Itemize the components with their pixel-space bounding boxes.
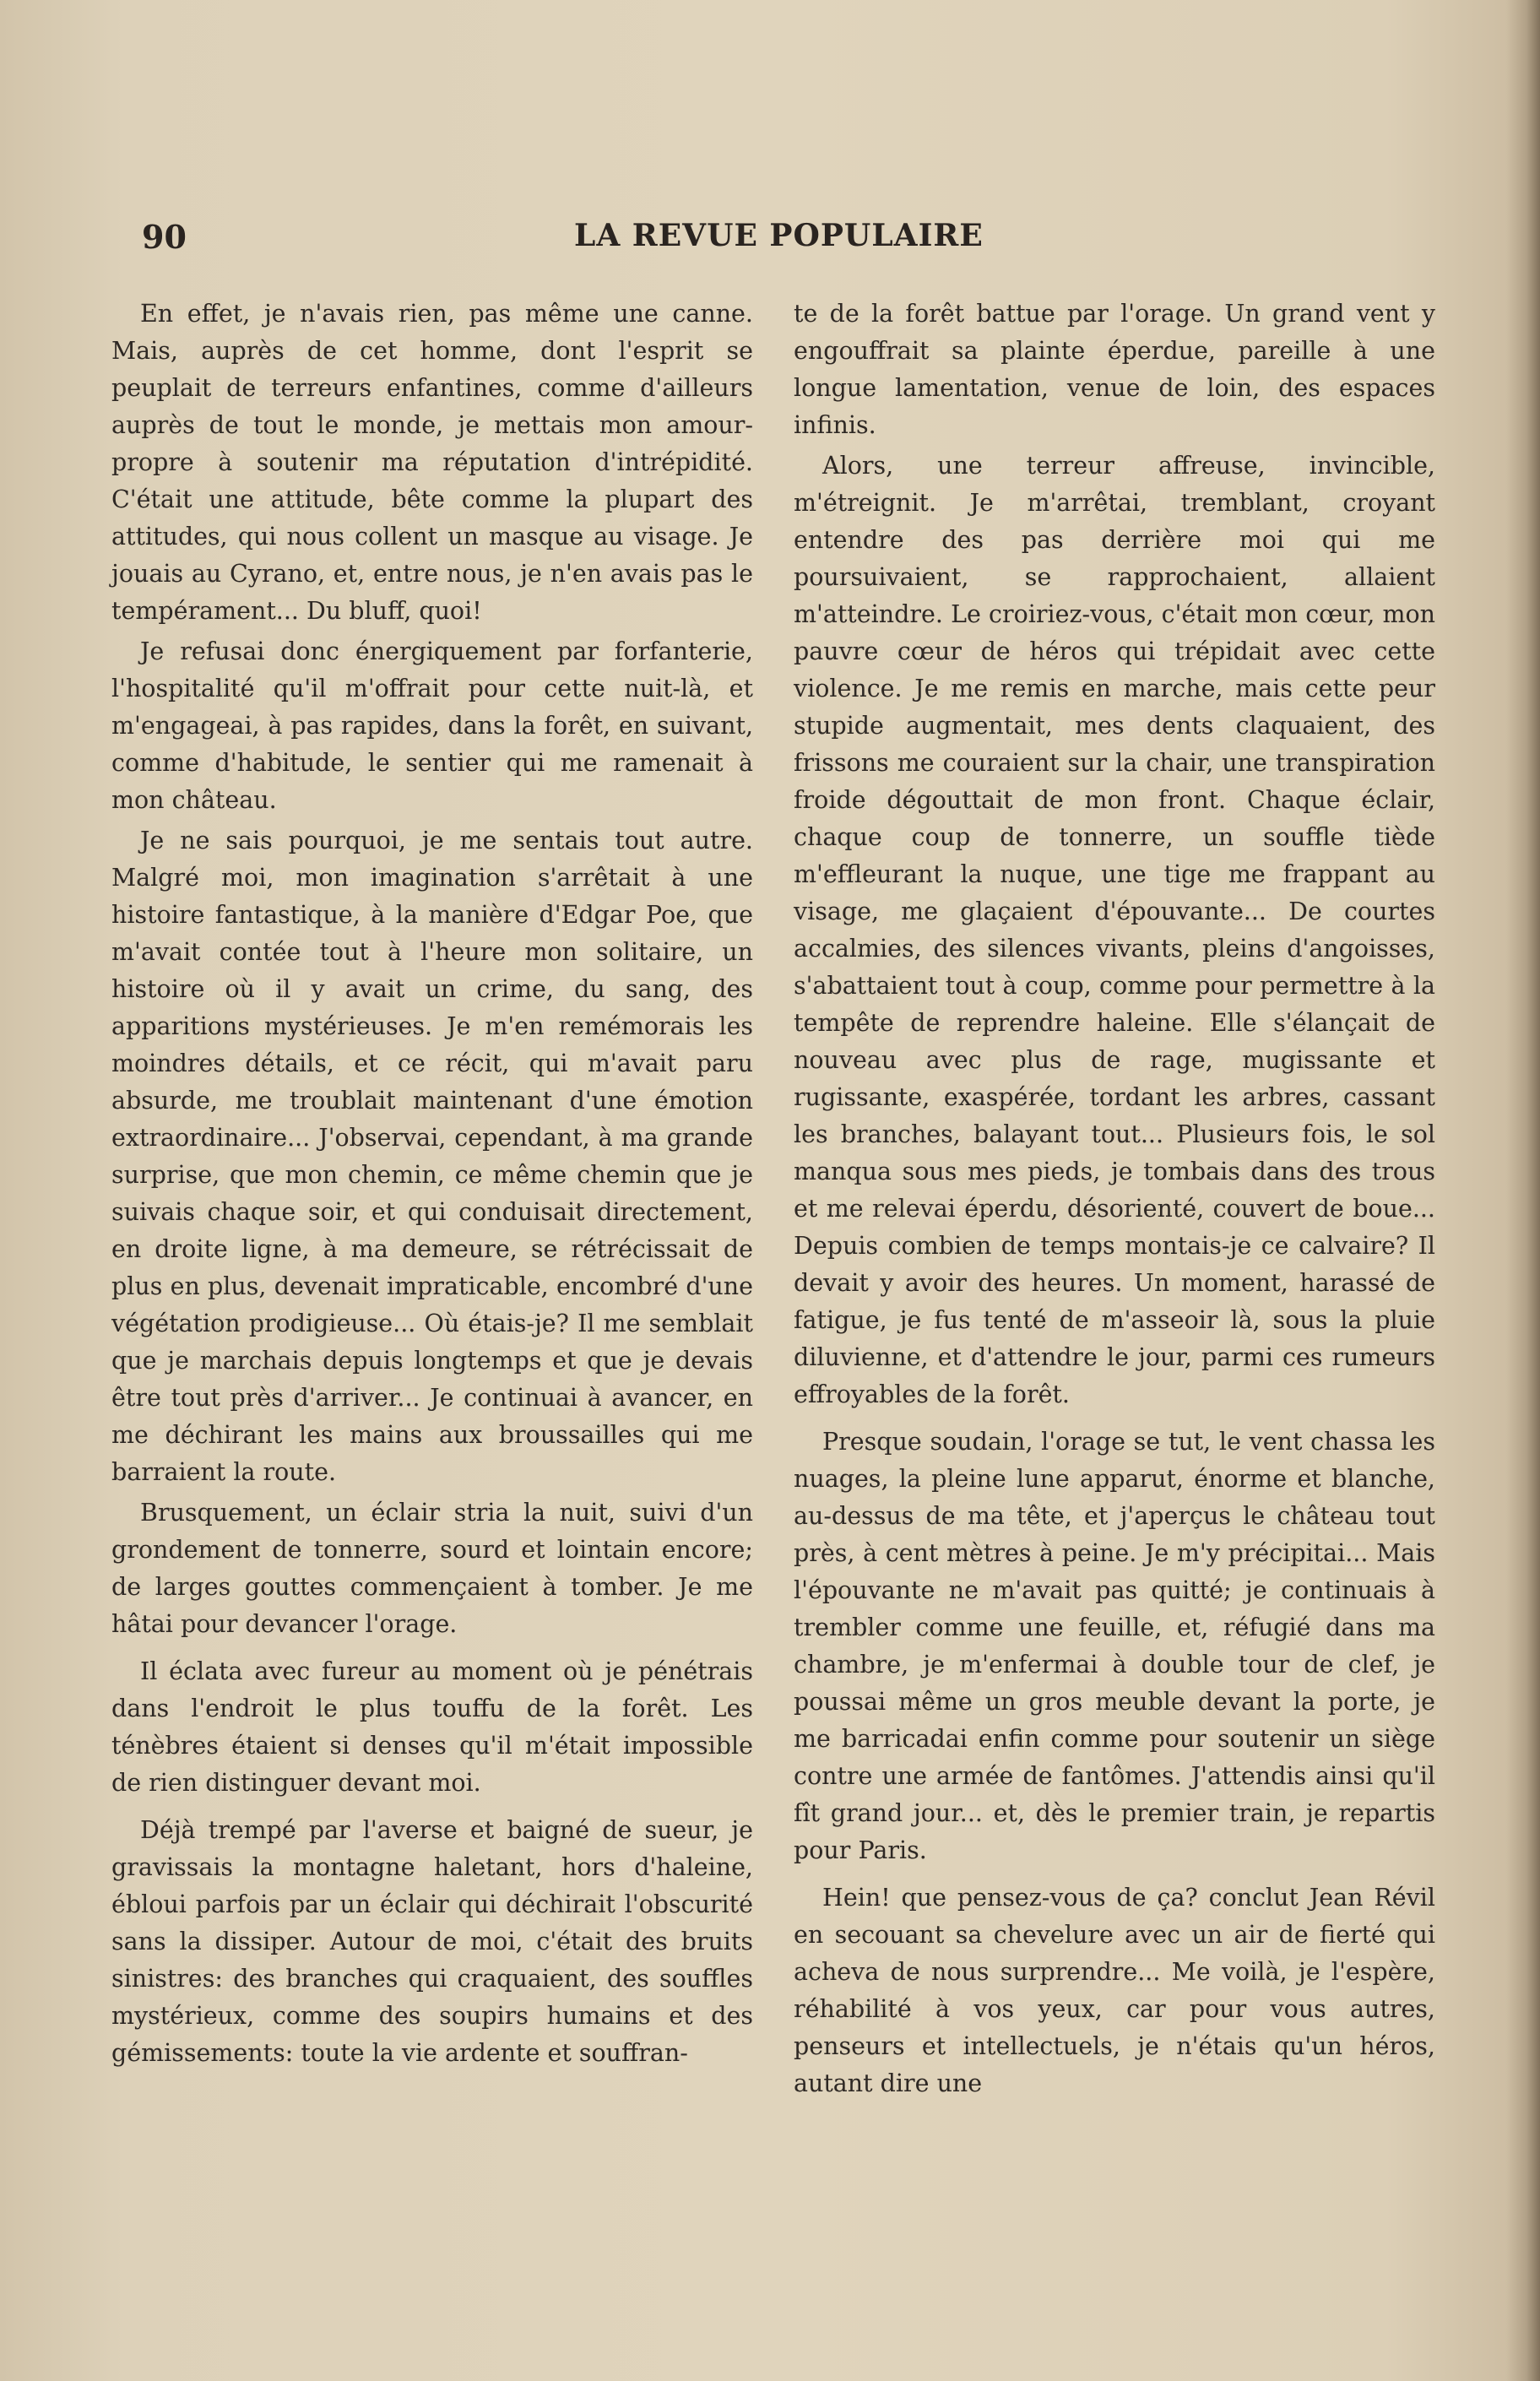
right-column	[794, 296, 1435, 2106]
page-number: 90	[142, 218, 187, 256]
left-column	[111, 296, 753, 2075]
running-title: LA REVUE POPULAIRE	[574, 218, 984, 253]
page-edge-shadow	[1506, 0, 1540, 2381]
paragraph: Alors, une terreur affreuse, invincible, m'étreignit. Je m'arrêtai, tremblant, croyant entendre des pas derrière moi qui me poursuivaient, se rapprochaient, allaient m'atteindre. Le croiriez-vous, c'était mon cœur, mon pauvre cœur de héros qui trépidait avec cette violence. Je me remis en marche, mais cette peur stupide augmentait, mes dents claquaient, des frissons me couraient sur la chair, une transpiration froide dégouttait de mon front. Chaque éclair, chaque coup de tonnerre, un souffle tiède m'effleurant la nuque, une tige me frappant au visage, me glaçaient d'épouvante... De courtes accalmies, des silences vivants, pleins d'angoisses, s'abattaient tout à coup, comme pour permettre à la tempête de reprendre haleine. Elle s'élançait de nouveau avec plus de rage, mugissante et rugissante, exaspérée, tordant les arbres, cassant les branches, balayant tout... Plusieurs fois, le sol manqua sous mes pieds, je tombais dans des trous et me relevai éperdu, désorienté, couvert de boue... Depuis combien de temps montais-je ce calvaire? Il devait y avoir des heures. Un moment, harassé de fatigue, je fus tenté de m'asseoir là, sous la pluie diluvienne, et d'attendre le jour, parmi ces rumeurs effroyables de la forêt.	[794, 452, 1435, 1408]
paragraph: Déjà trempé par l'averse et baigné de sueur, je gravissais la montagne haletant, hors d'haleine, ébloui parfois par un éclair qui déchirait l'obscurité sans la dissiper. Autour de moi, c'était des bruits sinistres: des branches qui craquaient, des souffles mystérieux, comme des soupirs humains et des gémissements: toute la vie ardente et souffran-	[111, 1816, 753, 2067]
paragraph: Hein! que pensez-vous de ça? conclut Jean Révil en secouant sa chevelure avec un air de fierté qui acheva de nous surprendre... Me voilà, je l'espère, réhabilité à vos yeux, car pour vous autres, penseurs et intellectuels, je n'étais qu'un héros, autant dire une	[794, 1884, 1435, 2097]
paragraph: Presque soudain, l'orage se tut, le vent chassa les nuages, la pleine lune apparut, énorme et blanche, au-dessus de ma tête, et j'aperçus le château tout près, à cent mètres à peine. Je m'y précipitai... Mais l'épouvante ne m'avait pas quitté; je continuais à trembler comme une feuille, et, réfugié dans ma chambre, je m'enfermai à double tour de clef, je poussai même un gros meuble devant la porte, je me barricadai enfin comme pour soutenir un siège contre une armée de fantômes. J'attendis ainsi qu'il fît grand jour... et, dès le premier train, je repartis pour Paris.	[794, 1428, 1435, 1864]
paragraph: Il éclata avec fureur au moment où je pénétrais dans l'endroit le plus touffu de la forêt. Les ténèbres étaient si denses qu'il m'était impossible de rien distinguer devant moi.	[111, 1657, 753, 1797]
paragraph: Brusquement, un éclair stria la nuit, suivi d'un grondement de tonnerre, sourd et lointain encore; de larges gouttes commençaient à tomber. Je me hâtai pour devancer l'orage.	[111, 1499, 753, 1638]
paragraph-continued: te de la forêt battue par l'orage. Un grand vent y engouffrait sa plainte éperdue, pareille à une longue lamentation, venue de loin, des espaces infinis.	[794, 300, 1435, 439]
page-header	[142, 218, 1459, 268]
paragraph: Je ne sais pourquoi, je me sentais tout autre. Malgré moi, mon imagination s'arrêtait à une histoire fantastique, à la manière d'Edgar Poe, que m'avait contée tout à l'heure mon solitaire, un histoire où il y avait un crime, du sang, des apparitions mystérieuses. Je m'en remémorais les moindres détails, et ce récit, qui m'avait paru absurde, me troublait maintenant d'une émotion extraordinaire... J'observai, cependant, à ma grande surprise, que mon chemin, ce même chemin que je suivais chaque soir, et qui conduisait directement, en droite ligne, à ma demeure, se rétrécissait de plus en plus, devenait impraticable, encombré d'une végétation prodigieuse... Où étais-je? Il me semblait que je marchais depuis longtemps et que je devais être tout près d'arriver... Je continuai à avancer, en me déchirant les mains aux broussailles qui me barraient la route.	[111, 827, 753, 1486]
paragraph: En effet, je n'avais rien, pas même une canne. Mais, auprès de cet homme, dont l'esprit se peuplait de terreurs enfantines, comme d'ailleurs auprès de tout le monde, je mettais mon amour-propre à soutenir ma réputation d'intrépidité. C'était une attitude, bête comme la plupart des attitudes, qui nous collent un masque au visage. Je jouais au Cyrano, et, entre nous, je n'en avais pas le tempérament... Du bluff, quoi!	[111, 300, 753, 625]
paragraph: Je refusai donc énergiquement par forfanterie, l'hospitalité qu'il m'offrait pour cette nuit-là, et m'engageai, à pas rapides, dans la forêt, en suivant, comme d'habitude, le sentier qui me ramenait à mon château.	[111, 637, 753, 814]
